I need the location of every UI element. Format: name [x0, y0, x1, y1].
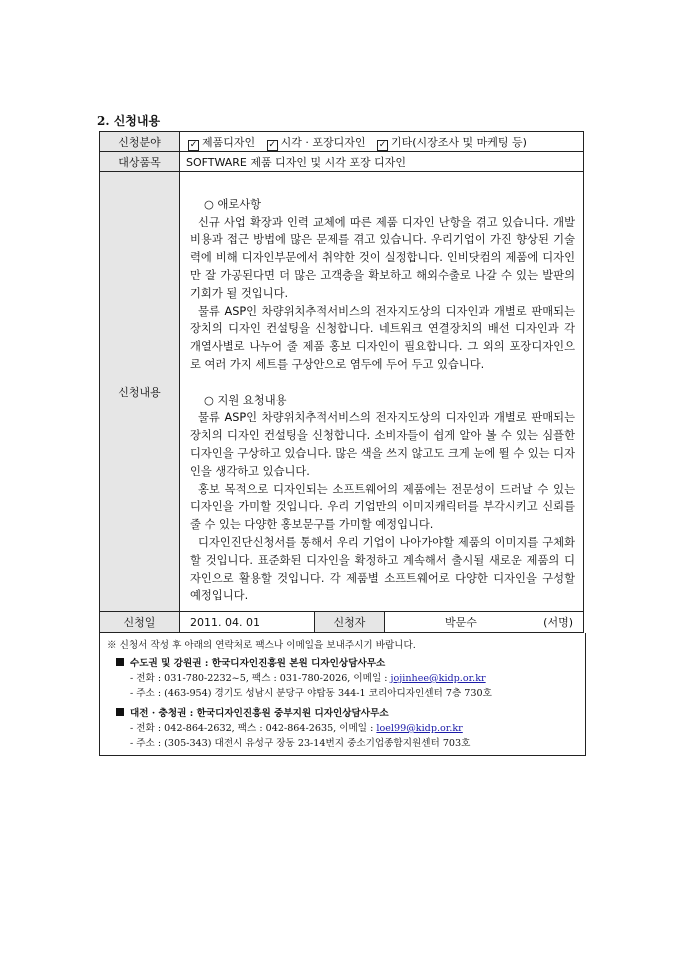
checkbox-checked-icon[interactable]: ✓ [378, 139, 387, 150]
content-row [100, 172, 584, 612]
applicant-label: 신청자 [315, 612, 385, 633]
section-title: 2. 신청내용 [97, 114, 161, 128]
bullet-square-icon [116, 708, 124, 716]
content-paragraph: 디자인진단신청서를 통해서 우리 기업이 나아가야할 제품의 이미지를 구체화할 것입니다. 표준화된 디자인을 확정하고 계속해서 출시될 새로운 제품의 디자인으로 활용할 것입니다. 각 제품별 소프트웨어로 다양한 디자인을 구성할 예정입니다. [190, 535, 575, 603]
bullet-square-icon [116, 658, 124, 666]
org2-title: 대전 · 충청권 : 한국디자인진흥원 중부지원 디자인상담사무소 [116, 705, 389, 719]
content-heading-support: ○ 지원 요청내용 [204, 393, 287, 407]
field-option-other[interactable]: ✓ 기타(시장조사 및 마케팅 등) [378, 135, 527, 150]
target-value: SOFTWARE 제품 디자인 및 시각 포장 디자인 [180, 152, 584, 172]
signature-mark: (서명) [543, 616, 573, 630]
org2-contact: - 전화 : 042-864-2632, 팩스 : 042-864-2635, 이메일 : loel99@kidp.or.kr [130, 723, 463, 734]
org1-email-link[interactable]: jojinhee@kidp.or.kr [390, 673, 486, 684]
content-paragraph: 물류 ASP인 차량위치추적서비스의 전자지도상의 디자인과 개별로 판매되는 장치의 디자인 컨설팅을 신청합니다. 소비자들이 쉽게 알아 볼 수 있는 심플한 디자인을 구상하고 있습니다. 많은 색을 쓰지 않고도 크게 눈에 뛸 수 있는 디자인을 생각하고 있습니다. [190, 411, 575, 478]
field-option-visual[interactable]: ✓ 시각 · 포장디자인 [268, 135, 366, 150]
content-heading-difficulties: ○ 애로사항 [204, 197, 262, 211]
org1-address: - 주소 : (463-954) 경기도 성남시 분당구 야탑동 344-1 코리아디자인센터 7층 730호 [130, 688, 492, 699]
org1-title: 수도권 및 강원권 : 한국디자인진흥원 본원 디자인상담사무소 [116, 655, 385, 669]
org2-email-link[interactable]: loel99@kidp.or.kr [376, 723, 463, 734]
field-option-product[interactable]: ✓ 제품디자인 [189, 135, 256, 150]
target-row [100, 152, 584, 172]
content-paragraph: 홍보 목적으로 디자인되는 소프트웨어의 제품에는 전문성이 드러날 수 있는 디자인을 가미할 것입니다. 우리 기업만의 이미지캐릭터를 부각시키고 신뢰를 줄 수 있는 다양한 홍보문구를 가미할 예정입니다. [190, 482, 575, 532]
date-label: 신청일 [100, 612, 180, 633]
application-form-table [99, 131, 584, 633]
org1-contact: - 전화 : 031-780-2232~5, 팩스 : 031-780-2026, 이메일 : jojinhee@kidp.or.kr [130, 673, 486, 684]
applicant-cell [385, 612, 584, 633]
applicant-name: 박문수 [445, 616, 477, 630]
field-label: 신청분야 [100, 132, 180, 152]
sign-row [100, 612, 584, 633]
content-paragraph: 물류 ASP인 차량위치추적서비스의 전자지도상의 디자인과 개별로 판매되는 장치의 디자인 컨설팅을 신청합니다. 네트워크 연결장치의 배선 디자인과 각 개열사별로 나누어 줄 제품 홍보 디자인이 필요합니다. 그 외의 포장디자인으로 여러 가지 세트를 구상안으로 염두에 두어 두고 있습니다. [190, 304, 575, 371]
content-body [180, 172, 584, 612]
checkbox-checked-icon[interactable]: ✓ [268, 139, 276, 150]
target-label: 대상품목 [100, 152, 180, 172]
checkbox-checked-icon[interactable]: ✓ [189, 139, 198, 150]
field-options [180, 132, 584, 152]
field-row [100, 132, 584, 152]
content-paragraph: 신규 사업 확장과 인력 교체에 따른 제품 디자인 난항을 겪고 있습니다. 개발비용과 접근 방법에 많은 문제를 겪고 있습니다. 우리기업이 가진 향상된 기술력에 비해 디자인부문에서 취약한 것이 실정합니다. 인비닷컴의 제품에 디자인만 잘 가공된다면 더 많은 고객층을 확보하고 해외수출로 나갈 수 있는 발판의 기회가 될 것입니다. [190, 215, 575, 300]
org2-address: - 주소 : (305-343) 대전시 유성구 장동 23-14번지 중소기업종합지원센터 703호 [130, 738, 471, 749]
content-label: 신청내용 [100, 172, 180, 612]
date-value: 2011. 04. 01 [180, 612, 315, 633]
notes-intro: ※ 신청서 작성 후 아래의 연락처로 팩스나 이메일을 보내주시기 바랍니다. [107, 640, 416, 651]
contact-notes [99, 633, 586, 756]
